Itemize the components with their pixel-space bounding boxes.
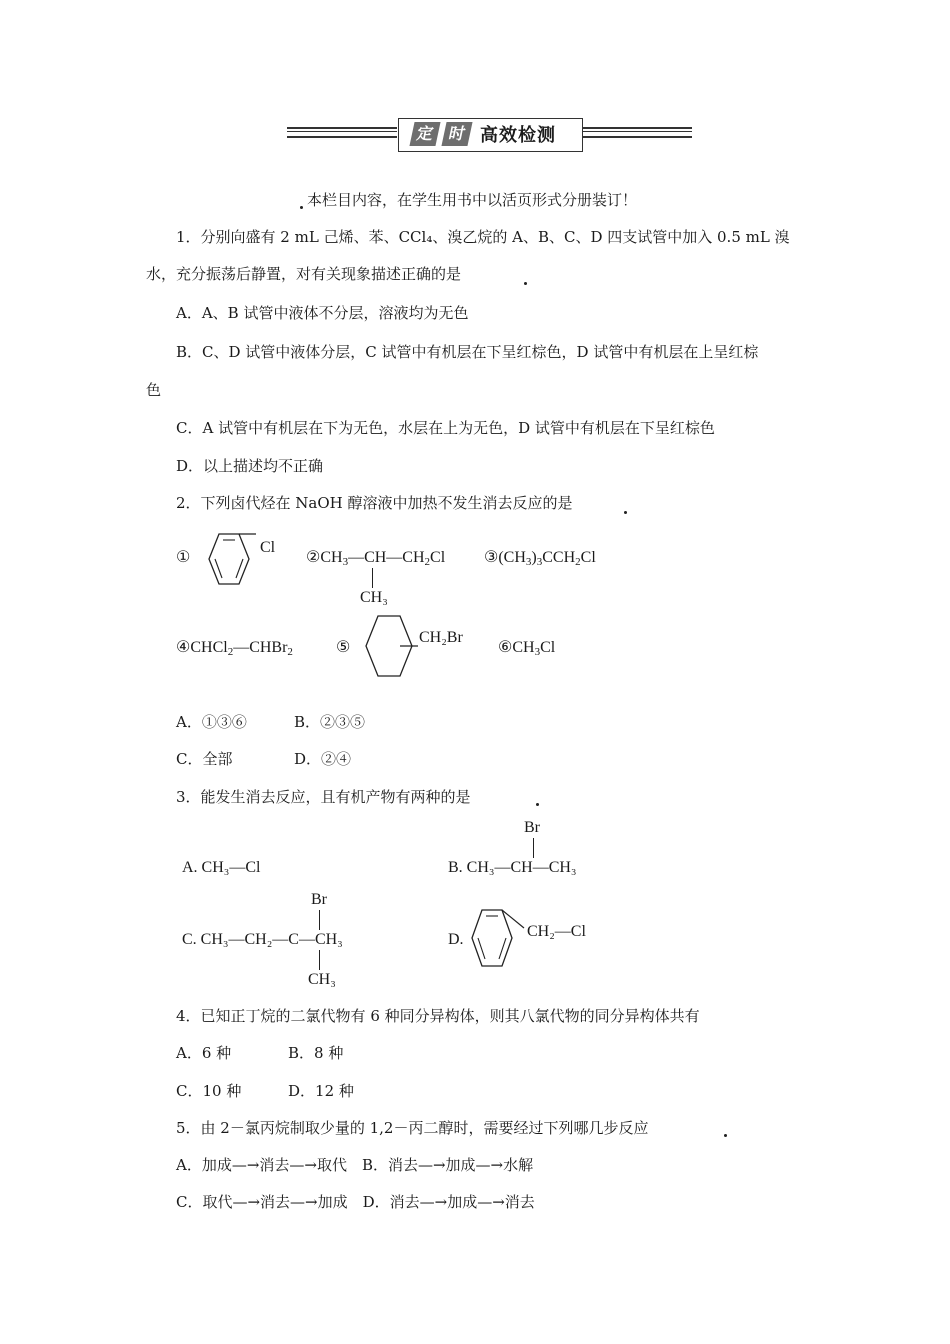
q2-option-d: D．②④ <box>294 750 352 768</box>
answer-blank-dot <box>624 511 627 514</box>
bond-line <box>319 910 320 930</box>
q2-compound-5-cyclohexane-ring <box>356 612 422 682</box>
q2-option-c: C．全部 <box>176 750 233 768</box>
bond-line <box>319 950 320 970</box>
q2-compound-1-number: ① <box>176 549 191 566</box>
q1-stem-line1: 1．分别向盛有 2 mL 己烯、苯、CCl₄、溴乙烷的 A、B、C、D 四支试管中加入 0.5 mL 溴 <box>176 228 790 246</box>
banner-right-rule <box>582 131 692 132</box>
q3-option-d-benzene-ring <box>462 906 526 972</box>
banner-title: 高效检测 <box>480 125 556 146</box>
q4-stem: 4．已知正丁烷的二氯代物有 6 种同分异构体，则其八氯代物的同分异构体共有 <box>176 1007 700 1025</box>
q2-stem: 2．下列卤代烃在 NaOH 醇溶液中加热不发生消去反应的是 <box>176 494 573 512</box>
q2-compound-2: $②CH_3—CH—CH_2Cl$ <box>306 549 446 568</box>
banner-right-rule <box>582 127 692 129</box>
q4-option-b: B．8 种 <box>288 1044 344 1062</box>
q2-compound-1-benzene-ring <box>198 530 260 588</box>
intro-text: 本栏目内容，在学生用书中以活页形式分册装订！ <box>307 191 638 209</box>
q1-stem-line2: 水，充分振荡后静置，对有关现象描述正确的是 <box>146 265 462 283</box>
q3-option-a: A. CH₃—Cl <box>182 859 261 876</box>
q2-compound-3: $③(CH_3)_3CCH_2Cl$ <box>484 549 596 568</box>
banner-left-rule <box>287 127 397 129</box>
q4-option-a: A．6 种 <box>176 1044 232 1062</box>
answer-blank-dot <box>524 282 527 285</box>
q1-option-b-line1: B．C、D 试管中液体分层，C 试管中有机层在下呈红棕色，D 试管中有机层在上呈红棕 <box>176 343 759 361</box>
banner-left-rule <box>287 131 397 132</box>
q1-option-a: A．A、B 试管中液体不分层，溶液均为无色 <box>176 304 469 322</box>
q2-compound-5-substituent: CH₂Br <box>419 629 463 646</box>
q4-option-c: C．10 种 <box>176 1082 242 1100</box>
q3-option-b: B. CH₃—CH—CH₃ <box>448 859 577 876</box>
banner-left-rule <box>287 136 397 138</box>
q3-option-b-bromine: Br <box>524 819 540 836</box>
q4-option-d: D．12 种 <box>288 1082 354 1100</box>
q2-compound-4: ④CHCl$_2$—CHBr$_2$ <box>176 639 293 658</box>
q1-option-c: C．A 试管中有机层在下为无色，水层在上为无色，D 试管中有机层在下呈红棕色 <box>176 419 715 437</box>
bond-line <box>372 568 373 588</box>
q2-option-b: B．②③⑤ <box>294 713 366 731</box>
q5-options-cd: C．取代—→消去—→加成 D．消去—→加成—→消去 <box>176 1193 535 1211</box>
bond-line <box>533 838 534 858</box>
q1-option-b-line2: 色 <box>146 381 162 399</box>
banner-stamp-2: 时 <box>441 122 472 146</box>
q3-option-c-bromine: Br <box>311 891 327 908</box>
q2-compound-2-branch: CH₃ <box>360 589 388 606</box>
mark-dot <box>300 206 303 209</box>
banner-stamp-1: 定 <box>409 122 440 146</box>
answer-blank-dot <box>536 803 539 806</box>
q1-option-d: D．以上描述均不正确 <box>176 457 324 475</box>
q3-option-c: C. CH₃—CH₂—C—CH₃ <box>182 931 343 948</box>
q3-option-d-label: D. <box>448 931 464 948</box>
q2-compound-1-substituent: Cl <box>260 539 276 556</box>
q3-option-c-methyl: CH₃ <box>308 971 336 988</box>
q3-stem: 3．能发生消去反应，且有机产物有两种的是 <box>176 788 471 806</box>
q2-compound-6: $⑥CH_3Cl$ <box>498 639 556 658</box>
q5-stem: 5．由 2－氯丙烷制取少量的 1,2－丙二醇时，需要经过下列哪几步反应 <box>176 1119 649 1137</box>
q2-option-a: A．①③⑥ <box>176 713 247 731</box>
banner-right-rule <box>582 136 692 138</box>
answer-blank-dot <box>724 1134 727 1137</box>
q2-compound-5-number: ⑤ <box>336 639 351 656</box>
q5-options-ab: A．加成—→消去—→取代 B．消去—→加成—→水解 <box>176 1156 534 1174</box>
q3-option-d-substituent: CH₂—Cl <box>527 923 586 940</box>
